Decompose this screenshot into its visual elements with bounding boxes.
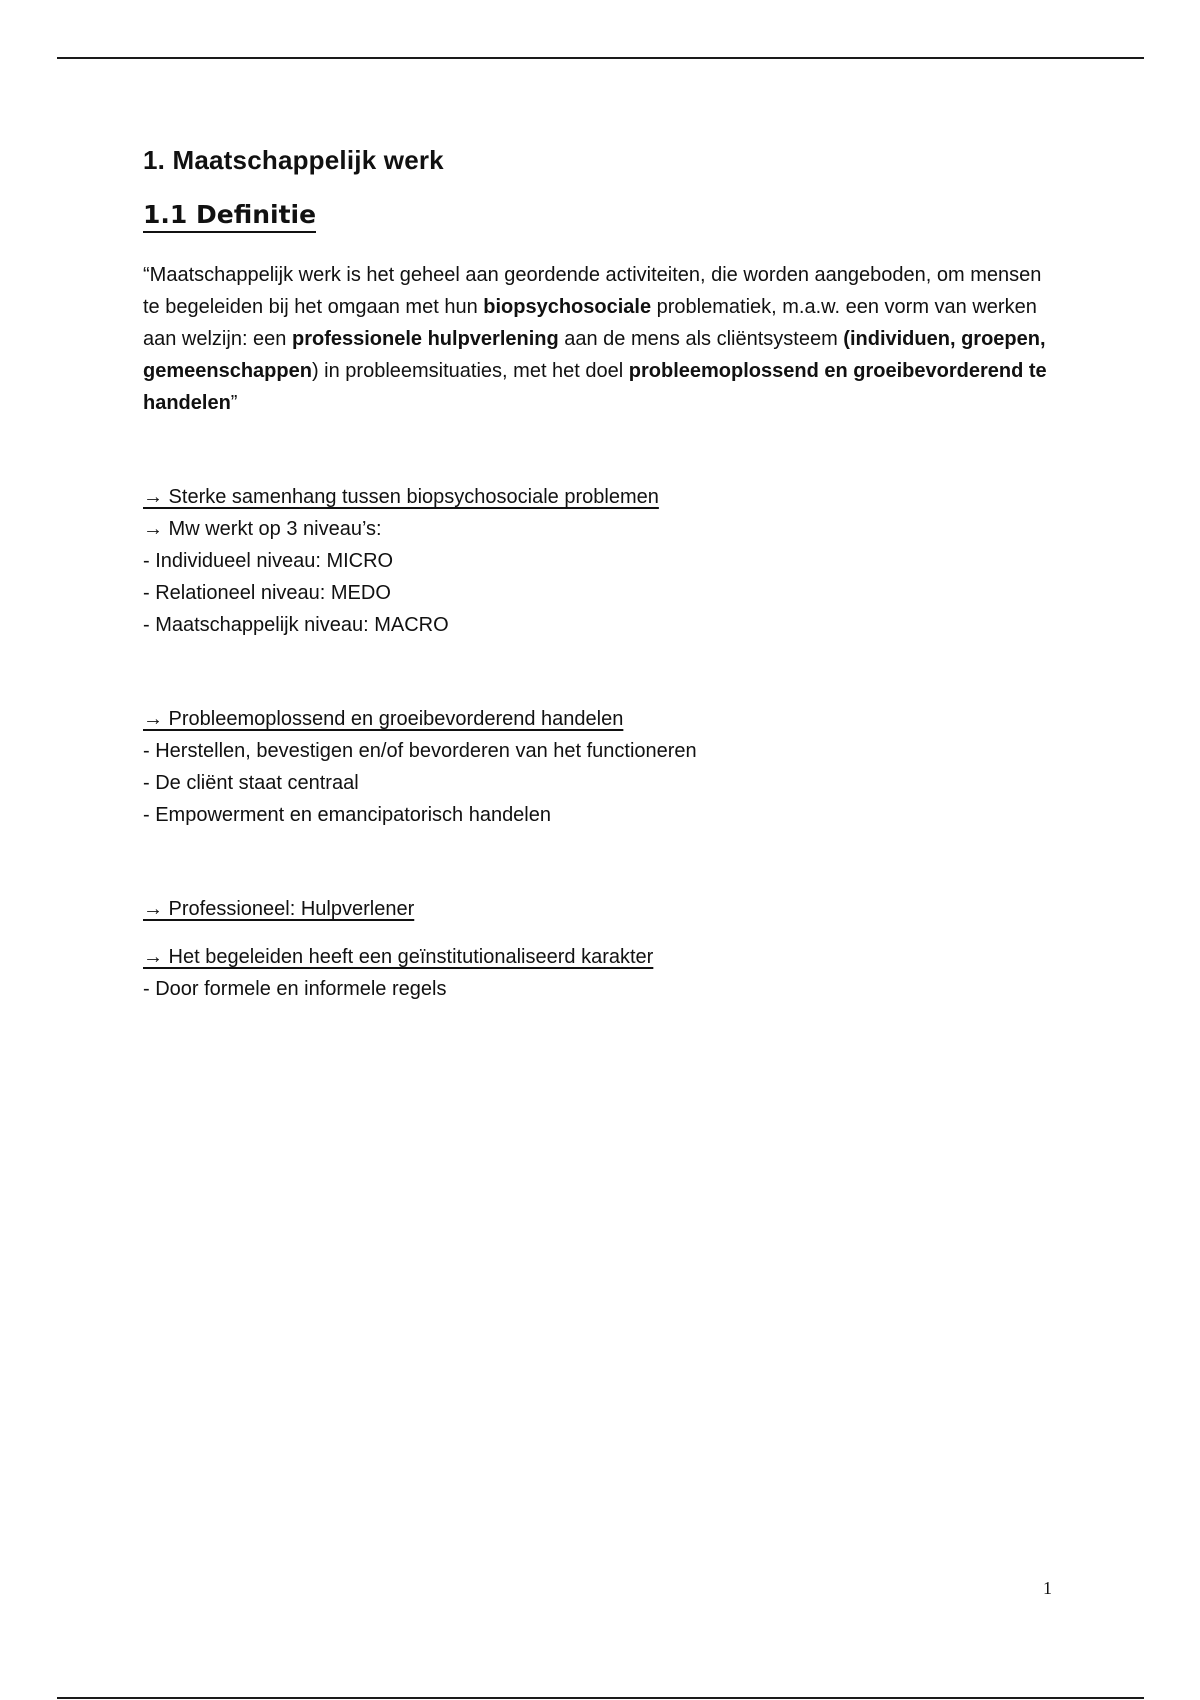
list-item: → Mw werkt op 3 niveau’s: bbox=[143, 518, 382, 540]
definition-bold: biopsychosociale bbox=[483, 296, 652, 318]
definition-bold: probleemoplossend en groeibevorderend te handelen bbox=[143, 360, 1047, 414]
list-item: - Maatschappelijk niveau: MACRO bbox=[143, 614, 449, 636]
section-heading: → Probleemoplossend en groeibevorderend handelen bbox=[143, 708, 624, 730]
page-number: 1 bbox=[1043, 1578, 1052, 1598]
section-title: 1.1 Definitie bbox=[143, 200, 316, 233]
list-item: - Individueel niveau: MICRO bbox=[143, 550, 394, 572]
definition-text: ” bbox=[230, 392, 238, 414]
section-samenhang bbox=[143, 481, 1063, 641]
definition-bold: professionele hulpverlening bbox=[291, 328, 559, 350]
definition-paragraph bbox=[143, 259, 1063, 419]
list-item: - Door formele en informele regels bbox=[143, 978, 447, 1000]
section-handelen bbox=[143, 703, 1063, 831]
list-item: - Empowerment en emancipatorisch handelen bbox=[143, 804, 551, 826]
section-heading: → Professioneel: Hulpverlener bbox=[143, 898, 415, 920]
section-heading: → Sterke samenhang tussen biopsychosociale problemen bbox=[143, 486, 659, 508]
list-item: - De cliënt staat centraal bbox=[143, 772, 359, 794]
definition-text: ) in probleemsituaties, met het doel bbox=[311, 360, 629, 382]
header-rule bbox=[57, 57, 1144, 59]
list-item: - Herstellen, bevestigen en/of bevorderen van het functioneren bbox=[143, 740, 697, 762]
definition-bold: (individuen, groepen, gemeenschappen bbox=[143, 328, 1046, 382]
section-heading: → Het begeleiden heeft een geïnstitutionaliseerd karakter bbox=[143, 946, 654, 968]
section-professioneel bbox=[143, 893, 1063, 925]
definition-text: aan de mens als cliëntsysteem bbox=[558, 328, 844, 350]
footer-rule bbox=[57, 1697, 1144, 1699]
definition-text: problematiek, m.a.w. een vorm van werken aan welzijn: een bbox=[143, 296, 1037, 350]
definition-text: “Maatschappelijk werk is het geheel aan geordende activiteiten, die worden aangeboden, om mensen te begeleiden bij het omgaan met hun bbox=[143, 264, 1042, 318]
chapter-title: 1. Maatschappelijk werk bbox=[143, 145, 444, 175]
page-content bbox=[143, 145, 1063, 1005]
section-institutioneel bbox=[143, 941, 1063, 1005]
list-item: - Relationeel niveau: MEDO bbox=[143, 582, 391, 604]
